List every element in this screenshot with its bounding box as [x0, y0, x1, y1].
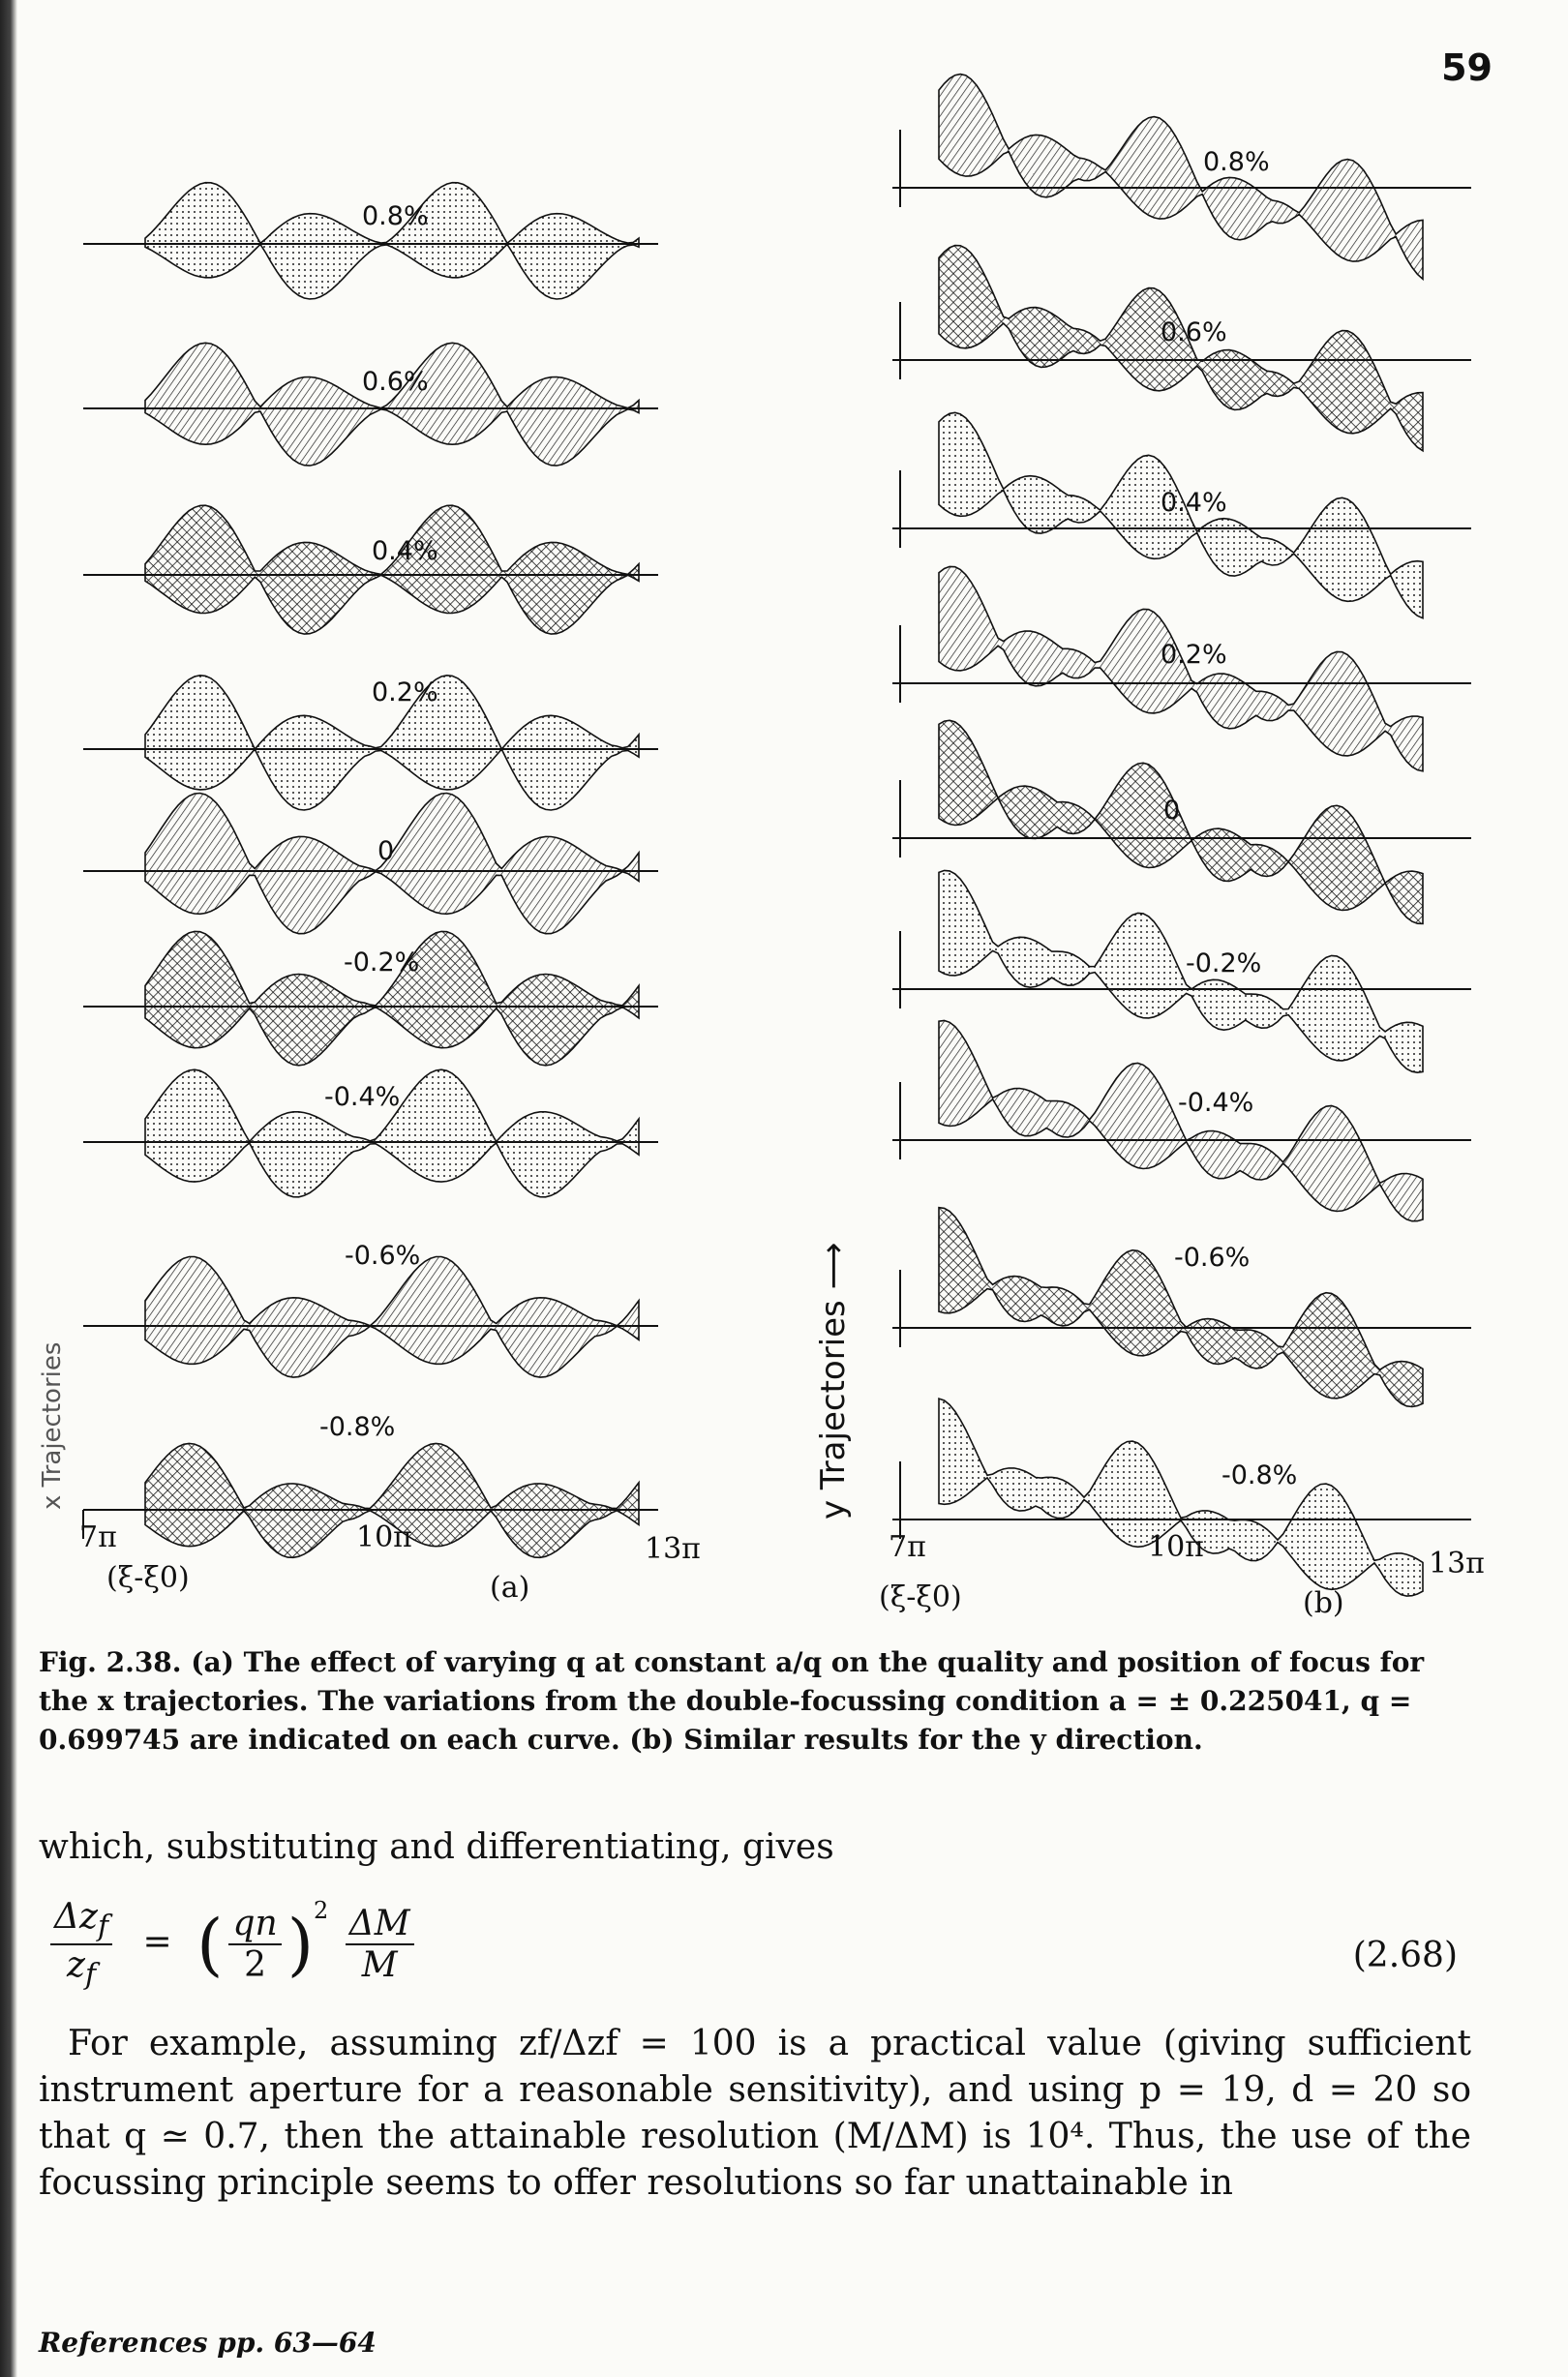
eq-equals: = — [142, 1922, 172, 1963]
eq-paren-num: qn — [228, 1904, 281, 1945]
equation-2-68 — [45, 1897, 1458, 2003]
lead-text: which, substituting and differentiating, gives — [39, 1827, 834, 1867]
eq-lhs-den: z — [67, 1945, 85, 1986]
page-number: 59 — [1441, 46, 1493, 89]
panel-b-axis-title: y Trajectories ⟶ — [814, 1242, 853, 1519]
panel-a-curve-label: 0.2% — [372, 677, 438, 707]
panel-a-tag: (a) — [490, 1571, 530, 1605]
panel-b-axis-var: (ξ-ξ0) — [879, 1580, 962, 1614]
eq-paren-close: ) — [286, 1905, 315, 1985]
eq-exponent: 2 — [314, 1897, 329, 1925]
panel-a-trajectory — [145, 183, 639, 299]
panel-b-tick-left: 7π — [889, 1530, 926, 1564]
figure-caption: Fig. 2.38. (a) The effect of varying q at constant a/q on the quality and position of focus for the x trajectories. The variations from the double-focussing condition a = ± 0.225041, q = 0.699745 are indicated on each curve. (b) Similar results for the y direction. — [39, 1646, 1425, 1756]
panel-a-tick-right: 13π — [645, 1532, 701, 1566]
panel-b-tick-mid: 10π — [1148, 1530, 1204, 1564]
panel-a-trajectory — [145, 1257, 639, 1378]
panel-a — [83, 183, 658, 1558]
panel-a-tick-left: 7π — [79, 1520, 117, 1554]
eq-paren-den: 2 — [244, 1945, 267, 1986]
eq-lhs-num: Δz — [54, 1897, 98, 1937]
panel-a-curve-label: 0.4% — [372, 536, 438, 566]
panel-b-curve-label: -0.2% — [1186, 948, 1262, 978]
panel-a-curve-label: 0.6% — [362, 367, 429, 397]
panel-b-tag: (b) — [1303, 1586, 1344, 1620]
panel-b-tick-right: 13π — [1429, 1547, 1485, 1580]
panel-b-curve-label: 0.4% — [1161, 488, 1227, 518]
panel-b-trajectory — [939, 1399, 1423, 1596]
panel-a-curve-label: -0.2% — [344, 948, 420, 978]
panel-b-trajectory — [939, 1208, 1423, 1407]
panel-a-trajectory — [145, 505, 639, 634]
eq-lhs-sub: f — [97, 1910, 109, 1944]
panel-a-axis-title: x Trajectories — [38, 1341, 67, 1510]
eq-rhs-den: M — [361, 1945, 398, 1986]
panel-b-curve-label: 0.2% — [1161, 640, 1227, 670]
eq-lhs — [50, 1897, 112, 1992]
panel-a-curve-label: 0 — [377, 836, 395, 866]
panel-b-curve-label: 0.8% — [1203, 147, 1270, 177]
panel-a-tick-mid: 10π — [356, 1520, 412, 1554]
panel-a-axis-var: (ξ-ξ0) — [106, 1561, 190, 1595]
panel-a-curve-label: -0.4% — [324, 1082, 401, 1112]
panel-b-trajectory — [939, 246, 1423, 451]
eq-rhs-num: ΔM — [346, 1904, 414, 1945]
panel-a-curve-label: 0.8% — [362, 201, 429, 231]
eq-lhs-den-sub: f — [84, 1958, 97, 1993]
panel-b-curve-label: 0 — [1163, 796, 1181, 826]
equation-number: (2.68) — [1352, 1936, 1458, 1975]
equation-body — [45, 1897, 420, 1992]
body-paragraph: For example, assuming zf/Δzf = 100 is a practical value (giving sufficient instrument aperture for a reasonable sensitivity), and using p = 19, d = 20 so that q ≃ 0.7, then the attainable resolution (M/ΔM) is 10⁴. Thus, the use of the focussing principle seems to offer resolutions so far unattainable in — [39, 2024, 1471, 2203]
eq-paren-open: ( — [196, 1905, 224, 1985]
panel-b-curve-label: -0.8% — [1221, 1460, 1298, 1490]
eq-rhs — [346, 1904, 414, 1985]
panel-b — [892, 75, 1471, 1597]
panel-b-curve-label: -0.4% — [1178, 1088, 1254, 1118]
eq-paren-frac — [228, 1904, 281, 1985]
panel-b-trajectory — [939, 75, 1423, 280]
panel-a-trajectory — [145, 343, 639, 466]
panel-b-curve-label: -0.6% — [1174, 1243, 1251, 1273]
panel-a-curve-label: -0.8% — [319, 1412, 396, 1442]
page-footer: References pp. 63—64 — [39, 2327, 377, 2359]
panel-a-curve-label: -0.6% — [345, 1241, 421, 1271]
panel-b-curve-label: 0.6% — [1161, 317, 1227, 347]
